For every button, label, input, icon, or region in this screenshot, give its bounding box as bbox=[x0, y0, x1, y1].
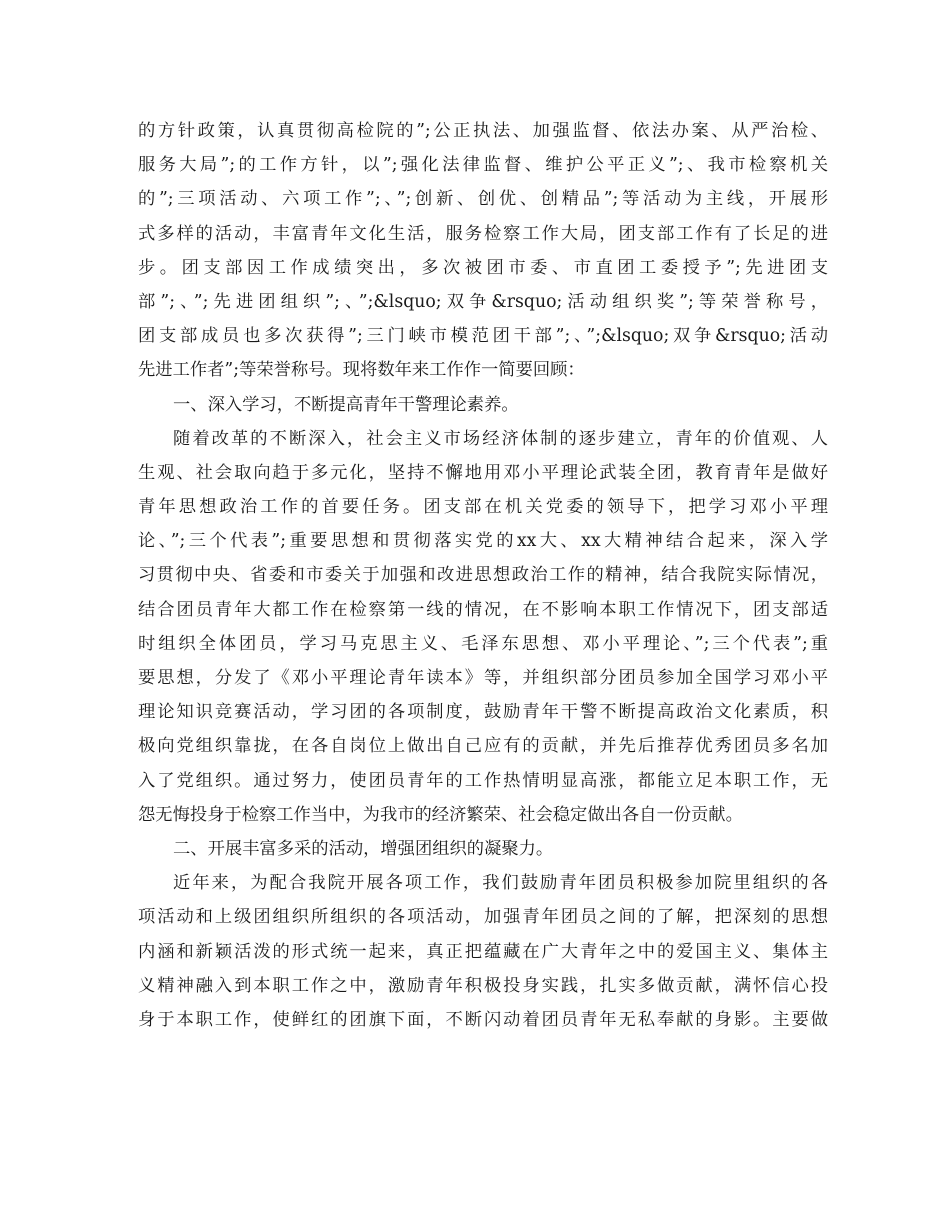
text-line: 怨无悔投身于检察工作当中，为我市的经济繁荣、社会稳定做出各自一份贡献。 bbox=[138, 804, 743, 825]
text-line: 时组织全体团员，学习马克思主义、毛泽东思想、邓小平理论、”;三个代表”;重 bbox=[138, 633, 828, 654]
document-body bbox=[138, 114, 828, 1037]
paragraph-first-line: 随着改革的不断深入，社会主义市场经济体制的逐步建立，青年的价值观、人 bbox=[173, 428, 828, 449]
text-line: 生观、社会取向趋于多元化，坚持不懈地用邓小平理论武装全团，教育青年是做好 bbox=[138, 462, 828, 483]
text-line: 的”;三项活动、六项工作”;、”;创新、创优、创精品”;等活动为主线，开展形 bbox=[138, 189, 828, 210]
paragraph-first-line: 近年来，为配合我院开展各项工作，我们鼓励青年团员积极参加院里组织的各 bbox=[173, 873, 828, 894]
text-line: 团支部成员也多次获得”;三门峡市模范团干部”;、”;&lsquo;双争&rsquo;活动 bbox=[138, 326, 828, 347]
text-line: 部”;、”;先进团组织”;、”;&lsquo;双争&rsquo;活动组织奖”;等荣誉称号， bbox=[138, 291, 828, 312]
text-line: 要思想，分发了《邓小平理论青年读本》等，并组织部分团员参加全国学习邓小平 bbox=[138, 668, 828, 688]
text-line: 结合团员青年大都工作在检察第一线的情况，在不影响本职工作情况下，团支部适 bbox=[138, 599, 828, 620]
text-line: 内涵和新颖活泼的形式统一起来，真正把蕴藏在广大青年之中的爱国主义、集体主 bbox=[138, 941, 828, 962]
paragraph-first-line: 二、开展丰富多采的活动，增强团组织的凝聚力。 bbox=[173, 838, 554, 859]
text-line: 义精神融入到本职工作之中，激励青年积极投身实践，扎实多做贡献，满怀信心投 bbox=[138, 975, 828, 996]
text-line: 习贯彻中央、省委和市委关于加强和改进思想政治工作的精神，结合我院实际情况， bbox=[138, 565, 828, 586]
text-line: 身于本职工作，使鲜红的团旗下面，不断闪动着团员青年无私奉献的身影。主要做 bbox=[138, 1009, 828, 1030]
text-line: 步。团支部因工作成绩突出，多次被团市委、市直团工委授予”;先进团支 bbox=[138, 257, 828, 278]
text-line: 先进工作者”;等荣誉称号。现将数年来工作作一简要回顾： bbox=[138, 360, 585, 381]
text-line: 青年思想政治工作的首要任务。团支部在机关党委的领导下，把学习邓小平理 bbox=[138, 497, 828, 518]
text-line: 服务大局”;的工作方针，以”;强化法律监督、维护公平正义”;、我市检察机关 bbox=[138, 155, 828, 176]
text-line: 项活动和上级团组织所组织的各项活动，加强青年团员之间的了解，把深刻的思想 bbox=[138, 907, 828, 928]
paragraph-first-line: 一、深入学习，不断提高青年干警理论素养。 bbox=[173, 394, 519, 415]
text-line: 论、”;三个代表”;重要思想和贯彻落实党的xx大、xx大精神结合起来，深入学 bbox=[138, 531, 828, 552]
text-line: 式多样的活动，丰富青年文化生活，服务检察工作大局，团支部工作有了长足的进 bbox=[138, 223, 828, 244]
text-line: 理论知识竞赛活动，学习团的各项制度，鼓励青年干警不断提高政治文化素质，积 bbox=[138, 702, 828, 723]
text-line: 入了党组织。通过努力，使团员青年的工作热情明显高涨，都能立足本职工作，无 bbox=[138, 770, 828, 791]
text-line: 的方针政策，认真贯彻高检院的”;公正执法、加强监督、依法办案、从严治检、 bbox=[138, 121, 828, 141]
text-line: 极向党组织靠拢，在各自岗位上做出自己应有的贡献，并先后推荐优秀团员多名加 bbox=[138, 736, 828, 757]
